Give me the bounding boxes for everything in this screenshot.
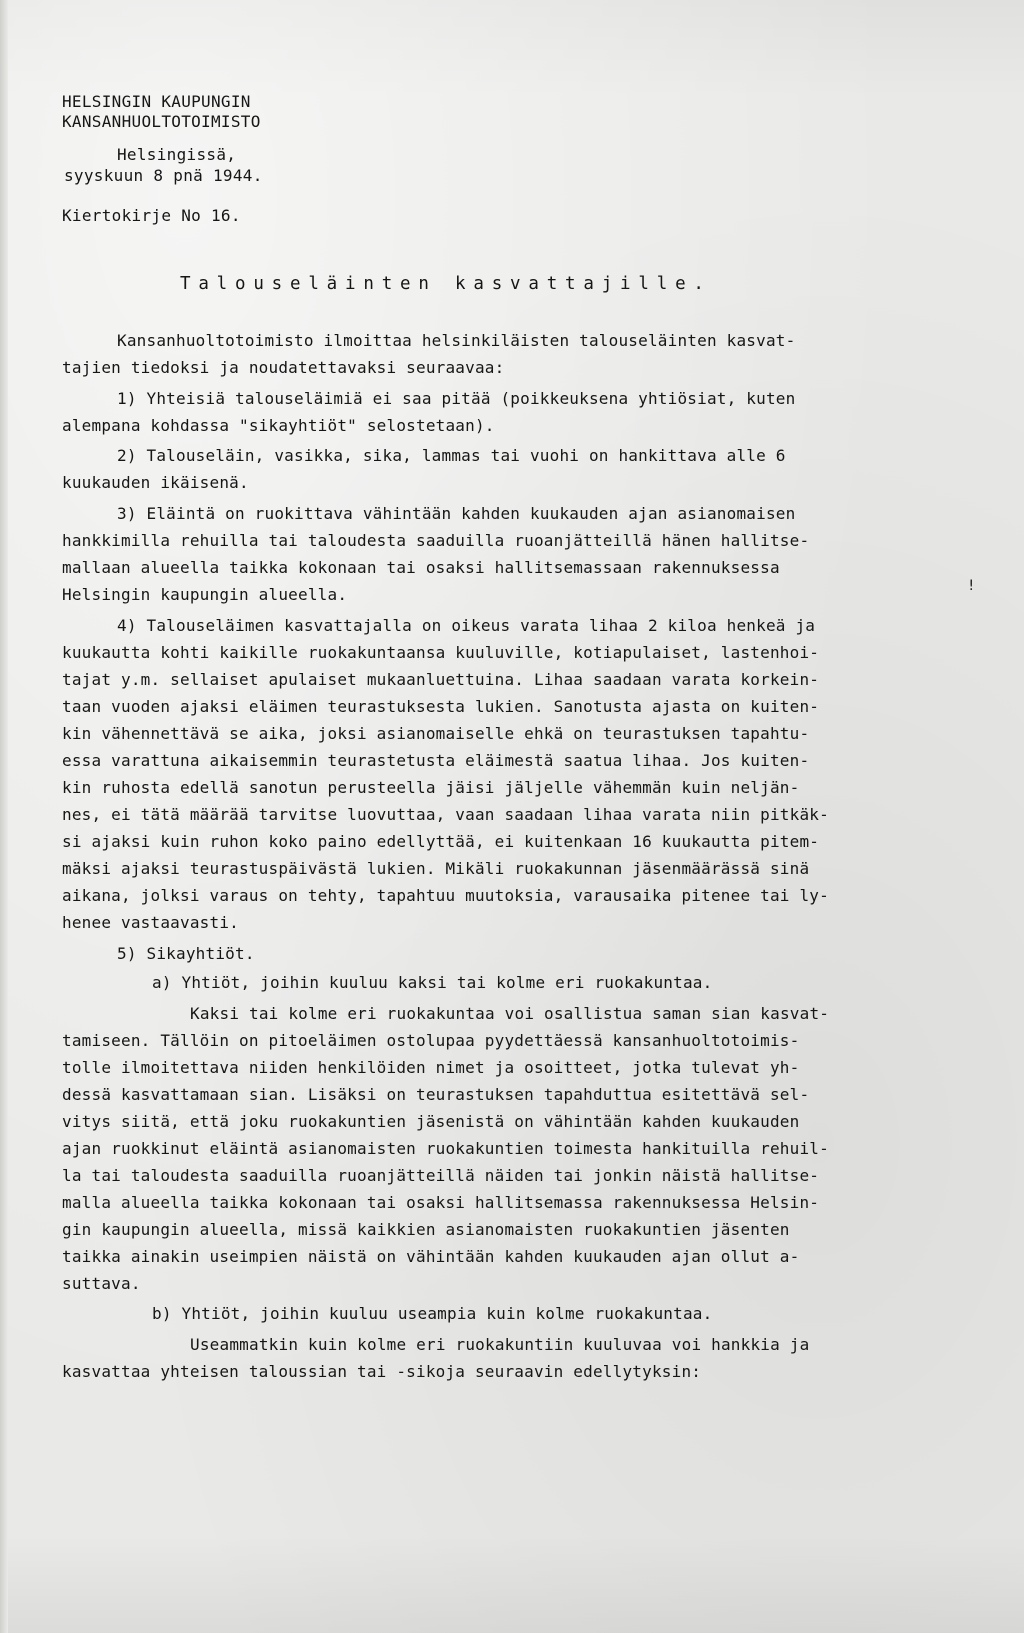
body-line: kin ruhosta edellä sanotun perusteella jäisi jäljelle vähemmän kuin neljän- bbox=[62, 778, 800, 797]
body-line: suttava. bbox=[62, 1274, 141, 1293]
body-line: la tai taloudesta saaduilla ruoanjätteillä näiden tai jonkin näistä hallitse- bbox=[62, 1166, 820, 1185]
body-line: kasvattaa yhteisen taloussian tai -sikoja seuraavin edellytyksin: bbox=[62, 1362, 702, 1381]
body-line: vitys siitä, että joku ruokakuntien jäsenistä on vähintään kahden kuukauden bbox=[62, 1112, 800, 1131]
body-line: Helsingin kaupungin alueella. bbox=[62, 585, 348, 604]
margin-mark: ! bbox=[967, 578, 976, 594]
body-line: Kaksi tai kolme eri ruokakuntaa voi osallistua saman sian kasvat- bbox=[190, 1004, 830, 1023]
org-name-line1: HELSINGIN KAUPUNGIN bbox=[62, 92, 251, 111]
subsection-heading: a) Yhtiöt, joihin kuuluu kaksi tai kolme eri ruokakuntaa. bbox=[152, 973, 713, 992]
body-line: kuukauden ikäisenä. bbox=[62, 473, 249, 492]
body-line: Useammatkin kuin kolme eri ruokakuntiin kuuluvaa voi hankkia ja bbox=[190, 1335, 810, 1354]
body-line: hankkimilla rehuilla tai taloudesta saaduilla ruoanjätteillä hänen hallitse- bbox=[62, 531, 810, 550]
body-line: nes, ei tätä määrää tarvitse luovuttaa, vaan saadaan lihaa varata niin pitkäk- bbox=[62, 805, 829, 824]
body-line: Kansanhuoltotoimisto ilmoittaa helsinkiläisten talouseläinten kasvat- bbox=[117, 331, 796, 350]
body-line: 3) Eläintä on ruokittava vähintään kahden kuukauden ajan asianomaisen bbox=[117, 504, 796, 523]
section-heading: 5) Sikayhtiöt. bbox=[117, 944, 255, 963]
body-line: gin kaupungin alueella, missä kaikkien asianomaisten ruokakuntien jäsenten bbox=[62, 1220, 790, 1239]
body-line: henee vastaavasti. bbox=[62, 913, 239, 932]
body-line: si ajaksi kuin ruhon koko paino edellyttää, ei kuitenkaan 16 kuukautta pitem- bbox=[62, 832, 820, 851]
body-line: tamiseen. Tällöin on pitoeläimen ostolupaa pyydettäessä kansanhuoltotoimis- bbox=[62, 1031, 800, 1050]
body-line: ajan ruokkinut eläintä asianomaisten ruokakuntien toimesta hankituilla rehuil- bbox=[62, 1139, 829, 1158]
body-line: kuukautta kohti kaikille ruokakuntaansa kuuluville, kotiapulaiset, lastenhoi- bbox=[62, 643, 820, 662]
paper-edge bbox=[0, 0, 8, 1633]
body-line: taikka ainakin useimpien näistä on vähintään kahden kuukauden ajan ollut a- bbox=[62, 1247, 800, 1266]
body-line: 4) Talouseläimen kasvattajalla on oikeus varata lihaa 2 kiloa henkeä ja bbox=[117, 616, 816, 635]
body-line: mäksi ajaksi teurastuspäivästä lukien. Mikäli ruokakunnan jäsenmäärässä sinä bbox=[62, 859, 810, 878]
body-line: essa varattuna aikaisemmin teurastetusta eläimestä saatua lihaa. Jos kuiten- bbox=[62, 751, 810, 770]
body-line: dessä kasvattamaan sian. Lisäksi on teurastuksen tapahduttua esitettävä sel- bbox=[62, 1085, 810, 1104]
body-line: malla alueella taikka kokonaan tai osaksi hallitsemassa rakennuksessa Helsin- bbox=[62, 1193, 820, 1212]
letter-place: Helsingissä, bbox=[117, 145, 237, 164]
body-line: kin vähennettävä se aika, joksi asianomaiselle ehkä on teurastuksen tapahtu- bbox=[62, 724, 810, 743]
body-line: aikana, jolksi varaus on tehty, tapahtuu muutoksia, varausaika pitenee tai ly- bbox=[62, 886, 829, 905]
body-line: tolle ilmoitettava niiden henkilöiden nimet ja osoitteet, jotka tulevat yh- bbox=[62, 1058, 800, 1077]
body-line: alempana kohdassa "sikayhtiöt" selostetaan). bbox=[62, 416, 495, 435]
body-line: tajien tiedoksi ja noudatettavaksi seuraavaa: bbox=[62, 358, 505, 377]
letter-date: syyskuun 8 pnä 1944. bbox=[64, 166, 263, 185]
body-line: 2) Talouseläin, vasikka, sika, lammas tai vuohi on hankittava alle 6 bbox=[117, 446, 786, 465]
body-line: 1) Yhteisiä talouseläimiä ei saa pitää (poikkeuksena yhtiösiat, kuten bbox=[117, 389, 796, 408]
subsection-heading: b) Yhtiöt, joihin kuuluu useampia kuin kolme ruokakuntaa. bbox=[152, 1304, 713, 1323]
body-line: tajat y.m. sellaiset apulaiset mukaanluettuina. Lihaa saadaan varata korkein- bbox=[62, 670, 820, 689]
org-name-line2: KANSANHUOLTOTOIMISTO bbox=[62, 112, 261, 131]
body-line: mallaan alueella taikka kokonaan tai osaksi hallitsemassaan rakennuksessa bbox=[62, 558, 780, 577]
body-line: taan vuoden ajaksi eläimen teurastuksesta lukien. Sanotusta ajasta on kuiten- bbox=[62, 697, 820, 716]
letter-title: Talouseläinten kasvattajille. bbox=[180, 274, 712, 294]
circular-number: Kiertokirje No 16. bbox=[62, 206, 241, 225]
